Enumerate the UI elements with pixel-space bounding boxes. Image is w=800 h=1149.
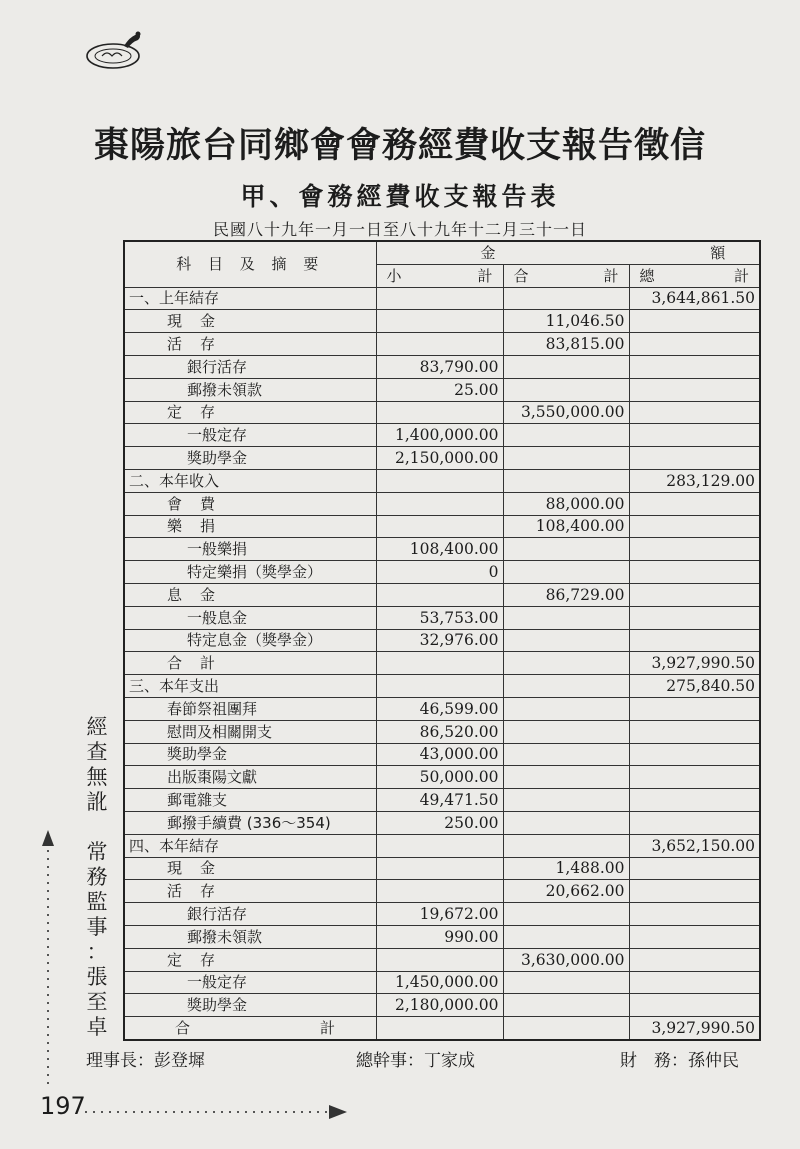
row-label: 郵撥未領款 bbox=[124, 378, 376, 401]
row-label: 現金 bbox=[124, 310, 376, 333]
row-sub-value bbox=[376, 333, 503, 356]
auditor-note: 經 查 無 訛 常 務 監 事 ： 張 至 卓 bbox=[86, 715, 108, 1039]
amount-column-header: 金 額 bbox=[376, 241, 760, 264]
table-row bbox=[124, 857, 760, 880]
row-total-value bbox=[503, 355, 629, 378]
row-sub-value: 49,471.50 bbox=[376, 789, 503, 812]
row-sub-value: 25.00 bbox=[376, 378, 503, 401]
row-grand-value bbox=[629, 994, 760, 1017]
row-total-value bbox=[503, 903, 629, 926]
row-label: 銀行活存 bbox=[124, 903, 376, 926]
row-label: 春節祭祖團拜 bbox=[124, 697, 376, 720]
row-sub-value bbox=[376, 401, 503, 424]
row-sub-value bbox=[376, 652, 503, 675]
row-label: 一般定存 bbox=[124, 971, 376, 994]
table-row bbox=[124, 789, 760, 812]
row-grand-value bbox=[629, 355, 760, 378]
row-grand-value bbox=[629, 811, 760, 834]
row-total-value bbox=[503, 971, 629, 994]
row-label: 獎助學金 bbox=[124, 994, 376, 1017]
row-label: 定存 bbox=[124, 401, 376, 424]
row-total-value bbox=[503, 629, 629, 652]
row-sub-value: 43,000.00 bbox=[376, 743, 503, 766]
table-row bbox=[124, 561, 760, 584]
row-sub-value: 86,520.00 bbox=[376, 720, 503, 743]
row-label: 一、上年結存 bbox=[124, 287, 376, 310]
row-total-value bbox=[503, 834, 629, 857]
row-grand-value bbox=[629, 857, 760, 880]
row-grand-value bbox=[629, 743, 760, 766]
row-sub-value: 2,150,000.00 bbox=[376, 447, 503, 470]
table-row bbox=[124, 310, 760, 333]
table-row bbox=[124, 1017, 760, 1040]
chairman-signature: 理事長：彭登墀 bbox=[86, 1051, 205, 1071]
row-grand-value: 275,840.50 bbox=[629, 675, 760, 698]
row-total-value bbox=[503, 697, 629, 720]
grand-total-column-header: 總 計 bbox=[629, 264, 760, 287]
row-total-value bbox=[503, 606, 629, 629]
page-title: 棗陽旅台同鄉會會務經費收支報告徵信 bbox=[93, 125, 706, 166]
row-grand-value bbox=[629, 310, 760, 333]
table-row bbox=[124, 606, 760, 629]
row-total-value bbox=[503, 447, 629, 470]
row-label: 二、本年收入 bbox=[124, 469, 376, 492]
row-label: 三、本年支出 bbox=[124, 675, 376, 698]
table-row bbox=[124, 424, 760, 447]
row-total-value bbox=[503, 811, 629, 834]
row-sub-value bbox=[376, 675, 503, 698]
row-label: 樂捐 bbox=[124, 515, 376, 538]
total-column-header: 合 計 bbox=[503, 264, 629, 287]
report-period: 民國八十九年一月一日至八十九年十二月三十一日 bbox=[212, 220, 587, 239]
row-sub-value bbox=[376, 492, 503, 515]
table-row bbox=[124, 492, 760, 515]
finance-signature: 財 務：孫仲民 bbox=[620, 1051, 739, 1071]
table-row bbox=[124, 834, 760, 857]
table-row bbox=[124, 697, 760, 720]
table-row bbox=[124, 652, 760, 675]
row-grand-value bbox=[629, 948, 760, 971]
row-grand-value bbox=[629, 447, 760, 470]
row-grand-value: 3,644,861.50 bbox=[629, 287, 760, 310]
table-row bbox=[124, 583, 760, 606]
row-sub-value bbox=[376, 469, 503, 492]
row-sub-value bbox=[376, 857, 503, 880]
row-label: 一般息金 bbox=[124, 606, 376, 629]
row-total-value bbox=[503, 720, 629, 743]
subtotal-column-header: 小 計 bbox=[376, 264, 503, 287]
table-row bbox=[124, 743, 760, 766]
row-label: 獎助學金 bbox=[124, 447, 376, 470]
table-row bbox=[124, 333, 760, 356]
table-header-row bbox=[124, 241, 760, 264]
row-grand-value bbox=[629, 697, 760, 720]
vertical-dotted-arrow-icon bbox=[38, 830, 58, 1090]
row-grand-value bbox=[629, 903, 760, 926]
table-row bbox=[124, 447, 760, 470]
table-row bbox=[124, 401, 760, 424]
row-total-value bbox=[503, 561, 629, 584]
row-label: 郵撥未領款 bbox=[124, 925, 376, 948]
row-label: 合計 bbox=[124, 652, 376, 675]
row-total-value: 20,662.00 bbox=[503, 880, 629, 903]
report-subtitle: 甲、會務經費收支報告表 bbox=[240, 182, 560, 211]
row-label: 特定息金（獎學金） bbox=[124, 629, 376, 652]
row-total-value: 3,550,000.00 bbox=[503, 401, 629, 424]
table-row bbox=[124, 675, 760, 698]
row-sub-value bbox=[376, 948, 503, 971]
row-label: 息金 bbox=[124, 583, 376, 606]
row-label: 銀行活存 bbox=[124, 355, 376, 378]
row-label: 郵電雜支 bbox=[124, 789, 376, 812]
row-sub-value: 32,976.00 bbox=[376, 629, 503, 652]
row-grand-value: 283,129.00 bbox=[629, 469, 760, 492]
row-total-value bbox=[503, 652, 629, 675]
row-grand-value: 3,927,990.50 bbox=[629, 652, 760, 675]
table-row bbox=[124, 880, 760, 903]
row-label: 活存 bbox=[124, 333, 376, 356]
row-sub-value: 1,450,000.00 bbox=[376, 971, 503, 994]
row-total-value bbox=[503, 994, 629, 1017]
row-grand-value bbox=[629, 515, 760, 538]
row-sub-value: 46,599.00 bbox=[376, 697, 503, 720]
row-label: 慰問及相關開支 bbox=[124, 720, 376, 743]
row-grand-value bbox=[629, 424, 760, 447]
row-sub-value: 1,400,000.00 bbox=[376, 424, 503, 447]
row-sub-value: 83,790.00 bbox=[376, 355, 503, 378]
table-row bbox=[124, 515, 760, 538]
row-label: 郵撥手續費 (336～354) bbox=[124, 811, 376, 834]
table-row bbox=[124, 948, 760, 971]
row-grand-value: 3,927,990.50 bbox=[629, 1017, 760, 1040]
row-sub-value bbox=[376, 583, 503, 606]
table-row bbox=[124, 355, 760, 378]
row-grand-value bbox=[629, 971, 760, 994]
row-total-value: 83,815.00 bbox=[503, 333, 629, 356]
financial-report-table bbox=[123, 240, 761, 1041]
table-row bbox=[124, 925, 760, 948]
row-total-value: 88,000.00 bbox=[503, 492, 629, 515]
table-row bbox=[124, 766, 760, 789]
row-total-value: 108,400.00 bbox=[503, 515, 629, 538]
row-total-value: 11,046.50 bbox=[503, 310, 629, 333]
row-grand-value: 3,652,150.00 bbox=[629, 834, 760, 857]
row-total-value bbox=[503, 287, 629, 310]
row-grand-value bbox=[629, 789, 760, 812]
row-total-value bbox=[503, 766, 629, 789]
table-row bbox=[124, 720, 760, 743]
row-label: 出版棗陽文獻 bbox=[124, 766, 376, 789]
decorative-logo-icon bbox=[80, 26, 150, 74]
row-sub-value bbox=[376, 310, 503, 333]
row-total-value bbox=[503, 378, 629, 401]
row-grand-value bbox=[629, 925, 760, 948]
row-sub-value: 0 bbox=[376, 561, 503, 584]
table-row bbox=[124, 903, 760, 926]
row-sub-value: 53,753.00 bbox=[376, 606, 503, 629]
row-sub-value: 2,180,000.00 bbox=[376, 994, 503, 1017]
row-total-value bbox=[503, 925, 629, 948]
row-label: 特定樂捐（獎學金） bbox=[124, 561, 376, 584]
row-total-value bbox=[503, 1017, 629, 1040]
row-total-value bbox=[503, 424, 629, 447]
row-sub-value: 50,000.00 bbox=[376, 766, 503, 789]
row-label: 合計 bbox=[124, 1017, 376, 1040]
row-grand-value bbox=[629, 401, 760, 424]
row-grand-value bbox=[629, 561, 760, 584]
row-total-value bbox=[503, 675, 629, 698]
row-label: 現金 bbox=[124, 857, 376, 880]
row-total-value: 86,729.00 bbox=[503, 583, 629, 606]
page-number: 197 bbox=[40, 1092, 86, 1120]
row-sub-value bbox=[376, 515, 503, 538]
table-row bbox=[124, 971, 760, 994]
row-total-value bbox=[503, 538, 629, 561]
row-sub-value bbox=[376, 880, 503, 903]
row-label: 一般定存 bbox=[124, 424, 376, 447]
row-grand-value bbox=[629, 378, 760, 401]
row-sub-value: 990.00 bbox=[376, 925, 503, 948]
row-total-value bbox=[503, 789, 629, 812]
row-label: 四、本年結存 bbox=[124, 834, 376, 857]
table-row bbox=[124, 811, 760, 834]
row-label: 獎助學金 bbox=[124, 743, 376, 766]
row-grand-value bbox=[629, 766, 760, 789]
table-row bbox=[124, 287, 760, 310]
secretary-signature: 總幹事：丁家成 bbox=[356, 1051, 475, 1071]
table-row bbox=[124, 629, 760, 652]
row-grand-value bbox=[629, 629, 760, 652]
row-sub-value: 19,672.00 bbox=[376, 903, 503, 926]
table-row bbox=[124, 378, 760, 401]
row-grand-value bbox=[629, 880, 760, 903]
table-row bbox=[124, 994, 760, 1017]
row-label: 活存 bbox=[124, 880, 376, 903]
row-total-value bbox=[503, 469, 629, 492]
row-grand-value bbox=[629, 492, 760, 515]
row-sub-value bbox=[376, 287, 503, 310]
row-label: 定存 bbox=[124, 948, 376, 971]
horizontal-dotted-arrow-icon bbox=[85, 1102, 350, 1122]
row-grand-value bbox=[629, 606, 760, 629]
row-sub-value: 108,400.00 bbox=[376, 538, 503, 561]
row-total-value bbox=[503, 743, 629, 766]
row-total-value: 3,630,000.00 bbox=[503, 948, 629, 971]
table-row bbox=[124, 538, 760, 561]
row-total-value: 1,488.00 bbox=[503, 857, 629, 880]
row-label: 會費 bbox=[124, 492, 376, 515]
table-row bbox=[124, 469, 760, 492]
subject-column-header: 科 目 及 摘 要 bbox=[124, 241, 376, 287]
row-grand-value bbox=[629, 583, 760, 606]
row-grand-value bbox=[629, 538, 760, 561]
row-grand-value bbox=[629, 333, 760, 356]
row-sub-value: 250.00 bbox=[376, 811, 503, 834]
row-grand-value bbox=[629, 720, 760, 743]
row-label: 一般樂捐 bbox=[124, 538, 376, 561]
row-sub-value bbox=[376, 834, 503, 857]
